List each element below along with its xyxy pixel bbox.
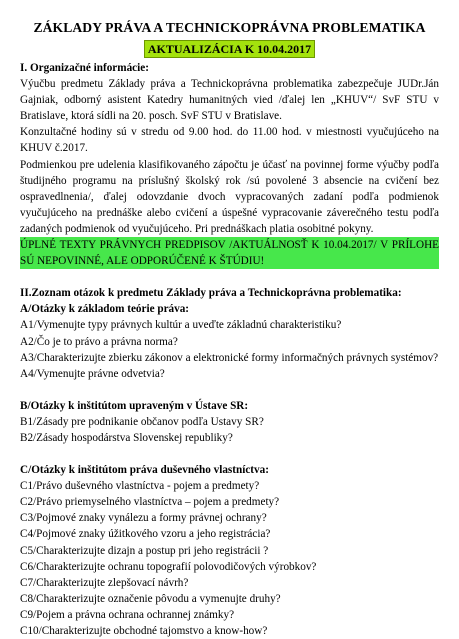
section-b-heading: B/Otázky k inštitútom upraveným v Ústave SR: [20,399,249,412]
question-item: A2/Čo je to právo a právna norma? [20,335,178,348]
question-item: C4/Pojmové znaky úžitkového vzoru a jeho registrácia? [20,528,271,541]
document-title: ZÁKLADY PRÁVA A TECHNICKOPRÁVNA PROBLEMATIKA [33,20,426,35]
question-item: C9/Pojem a právna ochrana ochrannej známky? [20,608,235,621]
question-item: B2/Zásady hospodárstva Slovenskej republiky? [20,431,233,444]
question-item: C7/Charakterizujte zlepšovací návrh? [20,576,189,589]
question-item: B1/Zásady pre podnikanie občanov podľa Ustavy SR? [20,415,264,428]
questions-heading: II.Zoznam otázok k predmetu Základy práva a Technickoprávna problematika: [20,287,402,300]
question-item: C5/Charakterizujte dizajn a postup pri jeho registrácii ? [20,544,269,557]
org-paragraph-2: Konzultačné hodiny sú v stredu od 9.00 hod. do 11.00 hod. v miestnosti vyučujúceho na KHUV č.2017. [20,126,439,155]
question-item: C10/Charakterizujte obchodné tajomstvo a know-how? [20,625,268,637]
question-item: C6/Charakterizujte ochranu topografií polovodičových výrobkov? [20,560,317,573]
legal-texts-notice: ÚPLNÉ TEXTY PRÁVNYCH PREDPISOV /AKTUÁLNOSŤ K 10.04.2017/ V PRÍLOHE SÚ NEPOVINNÉ, ALE ODPORÚČENÉ K ŠTÚDIU! [20,237,439,269]
section-c-heading: C/Otázky k inštitútom práva duševného vlastníctva: [20,464,269,477]
question-item: A4/Vymenujte právne odvetvia? [20,367,165,380]
org-paragraph-3: Podmienkou pre udelenia klasifikovaného zápočtu je účasť na povinnej forme výučby podľa študijného programu na príslušný školský rok /sú povolené 3 absencie na cvičení bez ospravedlnenia/, ďalej odovzdanie dvoch vypracovaných zadaní podľa podmienok vyučujúceho na prednáške alebo cvičení a úspešné vypracovanie záverečného testu podľa zadaných podmienok od vyučujúceho. Pri prednáškach platia osobitné pokyny. [20,158,439,235]
question-item: C2/Právo priemyselného vlastníctva – pojem a predmety? [20,496,280,509]
question-item: A1/Vymenujte typy právnych kultúr a uveďte základnú charakteristiku? [20,319,342,332]
question-item: C3/Pojmové znaky vynálezu a formy právnej ochrany? [20,512,267,525]
update-banner [0,40,459,56]
question-item: C1/Právo duševného vlastníctva - pojem a predmety? [20,480,260,493]
section-a-heading: A/Otázky k základom teórie práva: [20,303,190,316]
question-item: C8/Charakterizujte označenie pôvodu a vymenujte druhy? [20,592,281,605]
question-item: A3/Charakterizujte zbierku zákonov a elektronické formy informačných právnych systémov? [20,351,439,364]
document-body [20,60,439,639]
org-heading: I. Organizačné informácie: [20,62,149,74]
update-label: AKTUALIZÁCIA K 10.04.2017 [144,40,315,58]
org-paragraph-1: Výučbu predmetu Základy práva a Technickoprávna problematika zabezpečuje JUDr.Ján Gajniak, odborný asistent Katedry humanitných vied /ďalej len „KHUV“/ SvF STU v Bratislave, ktorá sídli na 20. posch. SvF STU v Bratislave. [20,78,439,123]
